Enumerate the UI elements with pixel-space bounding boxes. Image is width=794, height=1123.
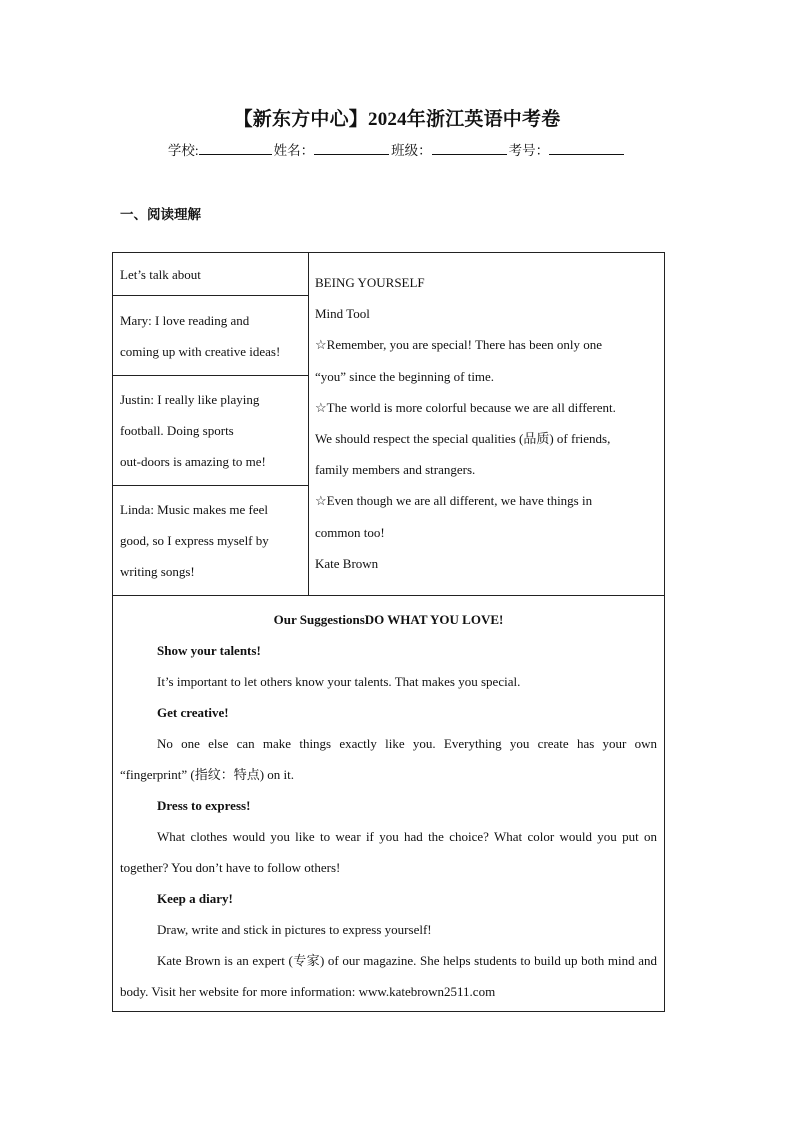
mary-cell (113, 305, 308, 367)
section-title: 一、阅读理解 (120, 207, 201, 222)
class-label: 班级： (391, 143, 432, 158)
left-column (113, 253, 309, 596)
justin-line: out-doors is amazing to me! (120, 454, 266, 469)
right-line: family members and strangers. (315, 462, 476, 478)
school-label: 学校: (167, 143, 199, 158)
student-info-line (0, 139, 794, 159)
creative-title: Get creative! (157, 705, 229, 720)
intro-text: Let’s talk about (120, 267, 201, 282)
dress-title: Dress to express! (157, 798, 251, 813)
right-line: Kate Brown (315, 555, 379, 571)
mary-line: coming up with creative ideas! (120, 344, 281, 359)
linda-line: good, so I express myself by (120, 533, 269, 548)
mary-line: Mary: I love reading and (120, 313, 250, 328)
name-blank[interactable] (314, 140, 389, 155)
page-title: 【新东方中心】2024年浙江英语中考卷 (233, 109, 561, 130)
diary-text: Draw, write and stick in pictures to express yourself! (157, 922, 432, 937)
dress-text: What clothes would you like to wear if you had the choice? What color would you put on together? You don’t have to follow others! (120, 829, 657, 875)
right-line: ☆The world is more colorful because we are all different. (315, 399, 616, 415)
talents-title: Show your talents! (157, 643, 261, 658)
right-line: Mind Tool (315, 306, 370, 322)
number-blank[interactable] (549, 140, 624, 155)
divider (113, 485, 308, 486)
suggestions-heading: Our SuggestionsDO WHAT YOU LOVE! (273, 612, 504, 627)
being-yourself-column (309, 267, 666, 579)
name-label: 姓名： (273, 143, 315, 158)
divider (113, 295, 308, 296)
right-line: BEING YOURSELF (315, 275, 425, 290)
talents-text: It’s important to let others know your talents. That makes you special. (157, 674, 521, 689)
number-label: 考号： (508, 143, 550, 158)
right-line: ☆Even though we are all different, we have things in (315, 493, 593, 509)
right-line: ☆Remember, you are special! There has been only one (315, 337, 603, 353)
right-line: We should respect the special qualities (品质) of friends, (315, 431, 611, 447)
justin-line: Justin: I really like playing (120, 392, 260, 407)
divider (113, 375, 308, 376)
reading-table (112, 252, 665, 1012)
right-line: common too! (315, 524, 385, 540)
diary-title: Keep a diary! (157, 891, 233, 906)
justin-line: football. Doing sports (120, 423, 234, 438)
class-blank[interactable] (432, 140, 507, 155)
intro-cell (113, 259, 308, 290)
linda-cell (113, 494, 308, 587)
suggestions-section (113, 595, 664, 1007)
linda-line: Linda: Music makes me feel (120, 502, 269, 517)
expert-text: Kate Brown is an expert (专家) of our magazine. She helps students to build up both mind and body. Visit her website for more information: www.katebrown2511.com (120, 953, 657, 999)
right-line: “you” since the beginning of time. (315, 368, 495, 384)
school-blank[interactable] (199, 140, 272, 155)
justin-cell (113, 384, 308, 477)
linda-line: writing songs! (120, 564, 195, 579)
creative-text: No one else can make things exactly like you. Everything you create has your own “fingerprint” (指纹：特点) on it. (120, 736, 657, 782)
